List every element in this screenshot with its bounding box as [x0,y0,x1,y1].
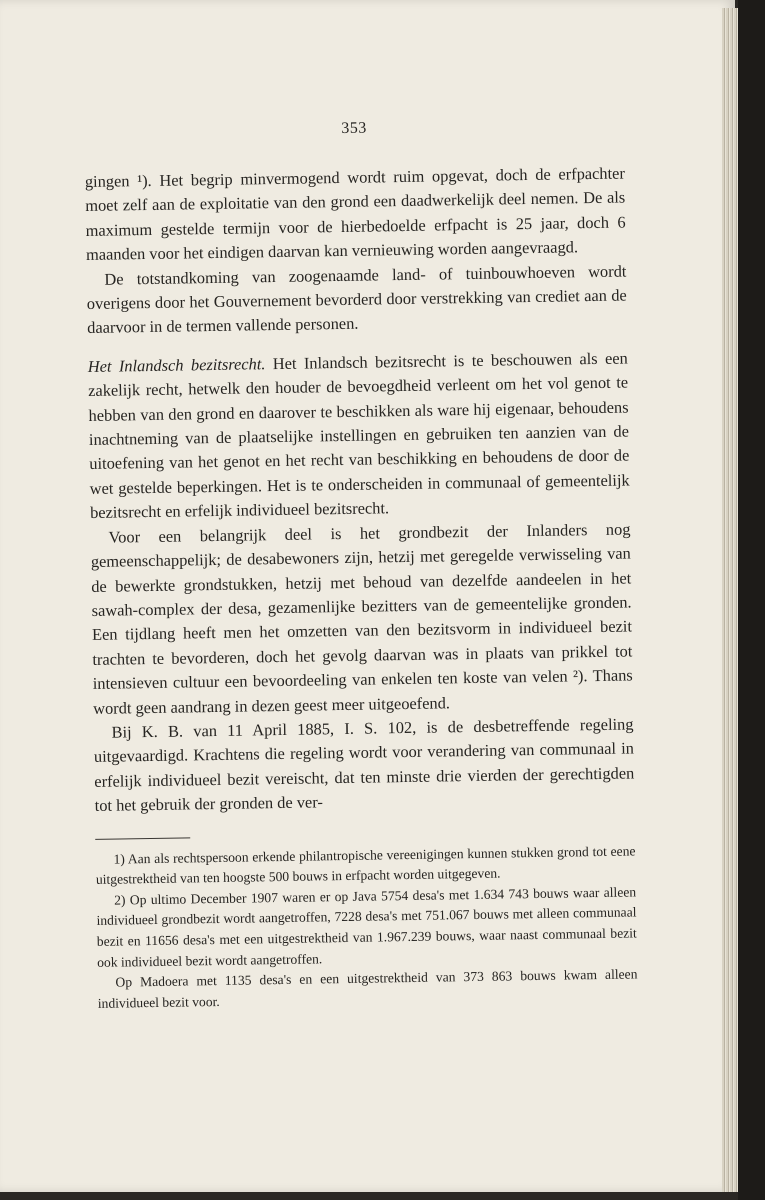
paragraph-5: Bij K. B. van 11 April 1885, I. S. 102, is de desbetreffende regeling uitgevaardigd. Krachtens die regeling wordt voor verandering van communaal in erfelijk individueel bezit vereischt, dat ten minste drie vierden der gerechtigden tot het gebruik der gronden de ver- [93,714,635,816]
book-spine [738,0,765,1200]
page-edge [722,8,738,1192]
footnote-1: 1) Aan als rechtspersoon erkende philantropische vereenigingen kunnen stukken grond tot eene uitgestrektheid van ten hoogste 500 bouws in erfpacht worden uitgegeven. [95,842,636,888]
paragraph-1: gingen ¹). Het begrip minvermogend wordt ruim opgevat, doch de erfpachter moet zelf aan de exploitatie van den grond een daadwerkelijk deel nemen. De als maximum gestelde termijn voor de hierbedoelde erfpacht is 25 jaar, doch 6 maanden voor het eindigen daarvan kan vernieuwing worden aangevraagd. [84,163,626,265]
footnote-rule [95,837,190,839]
paragraph-2: De totstandkoming van zoogenaamde land- of tuinbouwhoeven wordt overigens door het Gouvernement bevorderd door verstrekking van crediet aan de daarvoor in de termen vallende personen. [86,261,627,338]
paragraph-3 [88,346,631,525]
footnote-2: 2) Op ultimo December 1907 waren er op Java 5754 desa's met 1.634 743 bouws waar alleen individueel grondbezit wordt aangetroffen, 7228 desa's met 751.067 bouws met alleen communaal bezit en 11656 desa's met een uitgestrektheid van 1.967.239 bouws, waar naast communaal bezit ook individueel bezit wordt aangetroffen. [96,884,637,970]
page-content [84,116,638,1015]
page-number: 353 [341,119,367,137]
paragraph-3-text: Het Inlandsch bezitsrecht is te beschouwen als een zakelijk recht, hetwelk den houder de bevoegdheid verleent om het vol genot te hebben van den grond en daarover te beschikken als ware hij eigenaar, behoudens inachtneming van de plaatselijke instellingen en gebruiken ten aanzien van de uitoefening van het genot en het recht van beschikking en behoudens de door de wet gestelde beperkingen. Het is te onderscheiden in communaal of gemeentelijk bezitsrecht en erfelijk individueel bezitsrecht. [88,348,630,523]
paragraph-4: Voor een belangrijk deel is het grondbezit der Inlanders nog gemeenschappelijk; de desabewoners zijn, hetzij met geregelde verwisseling van de bewerkte grondstukken, hetzij met behoud van dezelfde aandeelen in het sawah-complex der desa, gezamenlijke bezitters van de gemeentelijke gronden. Een tijdlang heeft men het omzetten van den bezitsvorm in individueel bezit trachten te bevorderen, doch het gevolg daarvan was in plaats van prikkel tot intensieven cultuur een bevoordeeling van enkelen ten koste van velen ²). Thans wordt geen aandrang in dezen geest meer uitgeoefend. [90,519,633,718]
section-heading: Het Inlandsch bezitsrecht. [87,354,266,376]
footnote-2-continued: Op Madoera met 1135 desa's en een uitgestrektheid van 373 863 bouws kwam alleen individueel bezit voor. [97,966,638,1011]
